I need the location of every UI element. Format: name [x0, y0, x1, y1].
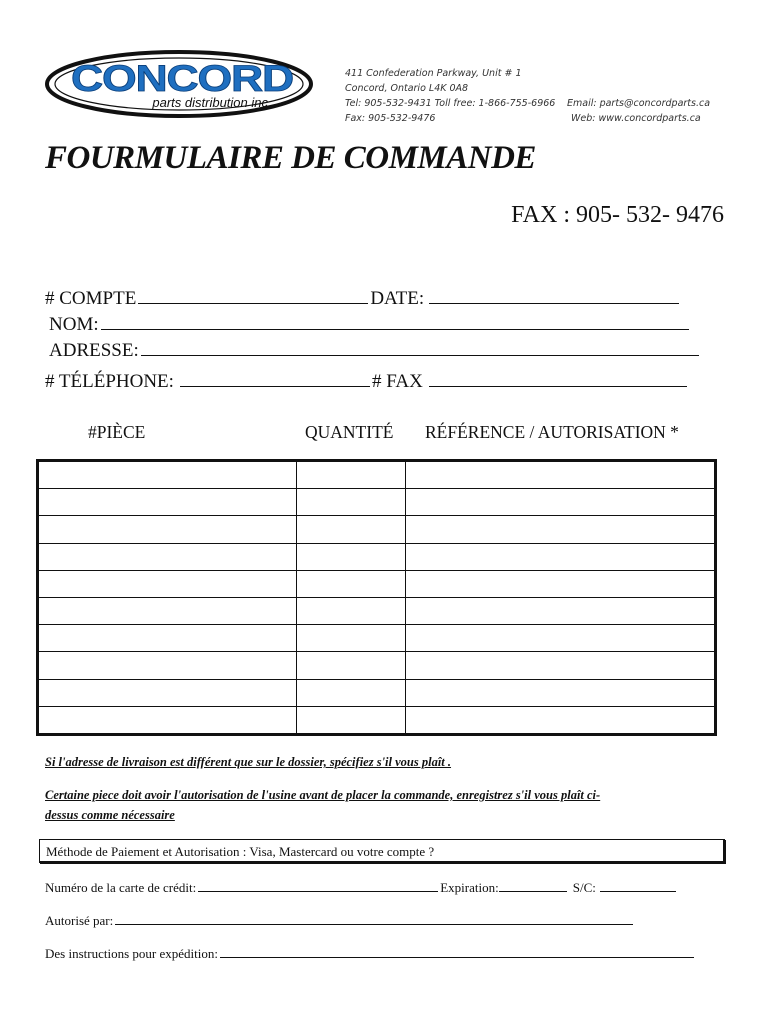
account-date-row: [45, 288, 681, 310]
part-cell[interactable]: [39, 625, 297, 652]
part-cell[interactable]: [39, 516, 297, 543]
column-reference: RÉFÉRENCE / AUTORISATION *: [425, 422, 679, 442]
phone-label: # TÉLÉPHONE:: [45, 371, 174, 392]
part-cell[interactable]: [39, 597, 297, 624]
table-row: [39, 679, 715, 706]
web-line: Web: www.concordparts.ca: [571, 113, 701, 124]
shipping-label: Des instructions pour expédition:: [45, 946, 218, 961]
table-row: [39, 706, 715, 733]
payment-method-box: Méthode de Paiement et Autorisation : Visa, Mastercard ou votre compte ?: [39, 839, 725, 863]
part-cell[interactable]: [39, 652, 297, 679]
quantity-cell[interactable]: [297, 516, 406, 543]
name-row: [49, 314, 691, 336]
column-quantity: QUANTITÉ: [305, 422, 394, 442]
quantity-cell[interactable]: [297, 597, 406, 624]
card-row: [45, 880, 678, 896]
quantity-cell[interactable]: [297, 652, 406, 679]
reference-cell[interactable]: [406, 652, 715, 679]
authorized-by-label: Autorisé par:: [45, 913, 114, 928]
fax-field[interactable]: [429, 372, 687, 387]
expiration-label: Expiration:: [440, 880, 499, 895]
quantity-cell[interactable]: [297, 462, 406, 489]
fax-line: Fax: 905-532-9476: [345, 113, 436, 124]
sc-field[interactable]: [600, 881, 676, 892]
card-number-field[interactable]: [198, 881, 438, 892]
expiration-field[interactable]: [499, 881, 567, 892]
reference-cell[interactable]: [406, 625, 715, 652]
part-cell[interactable]: [39, 679, 297, 706]
reference-cell[interactable]: [406, 489, 715, 516]
phone-fax-row: [45, 371, 689, 393]
phone-field[interactable]: [180, 372, 370, 387]
table-row: [39, 652, 715, 679]
part-cell[interactable]: [39, 462, 297, 489]
form-title: FOURMULAIRE DE COMMANDE: [45, 140, 536, 176]
address-field[interactable]: [141, 341, 699, 356]
address-line-1: 411 Confederation Parkway, Unit # 1: [345, 68, 522, 79]
reference-cell[interactable]: [406, 706, 715, 733]
card-number-label: Numéro de la carte de crédit:: [45, 880, 197, 895]
parts-table: [38, 461, 715, 734]
address-label: ADRESSE:: [49, 340, 139, 361]
quantity-cell[interactable]: [297, 679, 406, 706]
part-cell[interactable]: [39, 706, 297, 733]
email-line: Email: parts@concordparts.ca: [567, 98, 711, 109]
table-row: [39, 516, 715, 543]
table-row: [39, 489, 715, 516]
part-cell[interactable]: [39, 570, 297, 597]
quantity-cell[interactable]: [297, 706, 406, 733]
reference-cell[interactable]: [406, 516, 715, 543]
reference-cell[interactable]: [406, 462, 715, 489]
date-field[interactable]: [429, 289, 679, 304]
table-row: [39, 543, 715, 570]
name-field[interactable]: [101, 315, 689, 330]
logo-tagline: parts distribution inc.: [152, 95, 272, 110]
address-line-2: Concord, Ontario L4K 0A8: [345, 83, 469, 94]
quantity-cell[interactable]: [297, 543, 406, 570]
concord-logo: [44, 49, 314, 119]
table-row: [39, 570, 715, 597]
account-label: # COMPTE: [45, 288, 137, 309]
quantity-cell[interactable]: [297, 625, 406, 652]
contact-block: [345, 66, 711, 126]
column-part: #PIÈCE: [88, 422, 146, 442]
telephone-line: Tel: 905-532-9431 Toll free: 1-866-755-6966: [345, 98, 556, 109]
account-field[interactable]: [138, 289, 368, 304]
authorization-note-line-2: dessus comme nécessaire: [45, 808, 175, 822]
name-label: NOM:: [49, 314, 99, 335]
fax-label: # FAX: [371, 371, 423, 392]
sc-label: S/C:: [572, 880, 596, 895]
logo-name: CONCORD: [71, 58, 294, 99]
delivery-note: Si l'adresse de livraison est différent que sur le dossier, spécifiez s'il vous plaît .: [45, 755, 452, 769]
reference-cell[interactable]: [406, 570, 715, 597]
authorized-by-field[interactable]: [115, 914, 633, 925]
authorization-note-line-1: Certaine piece doit avoir l'autorisation de l'usine avant de placer la commande, enregistrez s'il vous plaît ci-: [45, 788, 601, 802]
quantity-cell[interactable]: [297, 489, 406, 516]
authorized-row: [45, 913, 635, 929]
address-row: [49, 340, 701, 362]
reference-cell[interactable]: [406, 679, 715, 706]
shipping-row: [45, 946, 696, 962]
table-row: [39, 625, 715, 652]
part-cell[interactable]: [39, 543, 297, 570]
quantity-cell[interactable]: [297, 570, 406, 597]
reference-cell[interactable]: [406, 543, 715, 570]
reference-cell[interactable]: [406, 597, 715, 624]
table-row: [39, 597, 715, 624]
fax-header: FAX : 905- 532- 9476: [511, 202, 724, 228]
part-cell[interactable]: [39, 489, 297, 516]
date-label: DATE:: [370, 288, 425, 309]
shipping-field[interactable]: [220, 947, 694, 958]
table-row: [39, 462, 715, 489]
